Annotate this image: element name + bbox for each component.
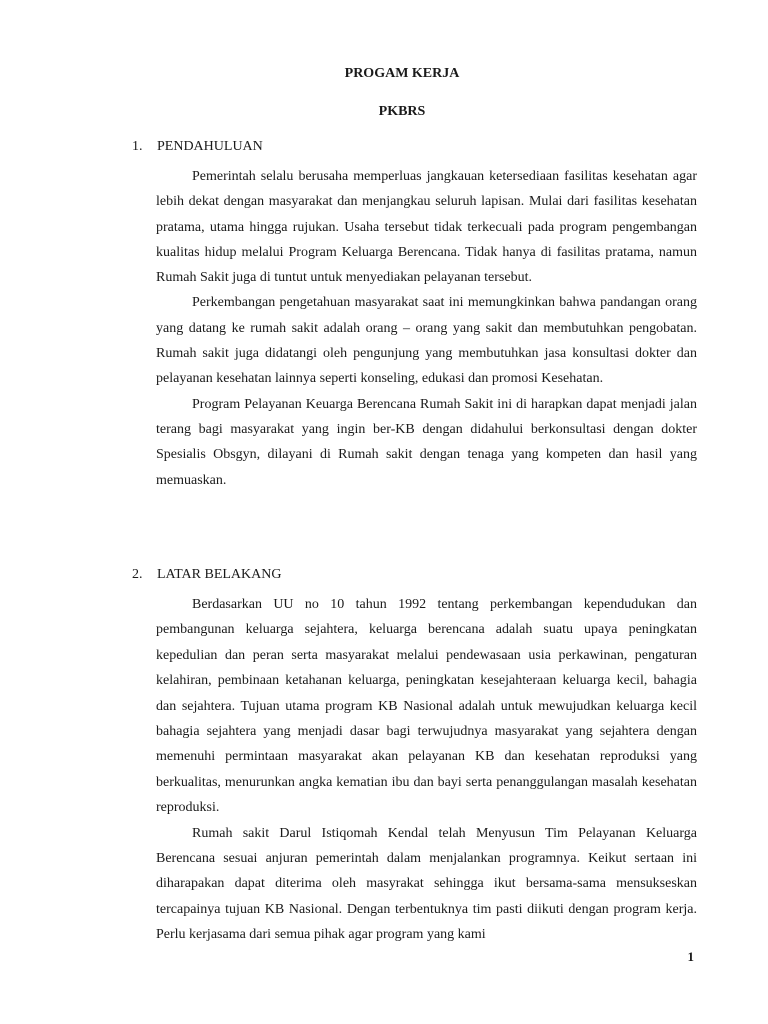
- paragraph: Pemerintah selalu berusaha memperluas jangkauan ketersediaan fasilitas kesehatan agar lebih dekat dengan masyarakat dan menjangkau seluruh lapisan. Mulai dari fasilitas kesehatan pratama, utama hingga rujukan. Usaha tersebut tidak terkecuali pada program pengembangan kualitas hidup melalui Program Keluarga Berencana. Tidak hanya di fasilitas pratama, namun Rumah Sakit juga di tuntut untuk menyediakan pelayanan tersebut.: [156, 169, 697, 286]
- paragraph: Program Pelayanan Keuarga Berencana Rumah Sakit ini di harapkan dapat menjadi jalan terang bagi masyarakat yang ingin ber-KB dengan didahului berkonsultasi dengan dokter Spesialis Obsgyn, dilayani di Rumah sakit dengan tenaga yang kompeten dan hasil yang memuaskan.: [156, 396, 697, 488]
- section-number: 2.: [132, 567, 143, 582]
- page-number: 1: [687, 949, 694, 964]
- section-heading: [132, 139, 698, 155]
- section-body: [156, 164, 697, 493]
- section-body: [156, 592, 697, 948]
- section-title: PENDAHULUAN: [157, 139, 263, 154]
- section-heading: [132, 567, 698, 583]
- paragraph: Perkembangan pengetahuan masyarakat saat ini memungkinkan bahwa pandangan orang yang datang ke rumah sakit adalah orang – orang yang sakit dan membutuhkan pengobatan. Rumah sakit juga didatangi oleh pengunjung yang membutuhkan jasa konsultasi dokter dan pelayanan kesehatan lainnya seperti konseling, edukasi dan promosi Kesehatan.: [156, 295, 697, 387]
- paragraph: Rumah sakit Darul Istiqomah Kendal telah Menyusun Tim Pelayanan Keluarga Berencana sesuai anjuran pemerintah dalam menjalankan programnya. Keikut sertaan ini diharapakan dapat diterima oleh masyrakat sehingga ikut bersama-sama mensukseskan tercapainya tujuan KB Nasional. Dengan terbentuknya tim pasti diikuti dengan program kerja. Perlu kerjasama dari semua pihak agar program yang kami: [156, 825, 697, 943]
- section-number: 1.: [132, 139, 143, 154]
- section-title: LATAR BELAKANG: [157, 567, 282, 582]
- document-title: PROGAM KERJA: [344, 66, 460, 81]
- section-latar-belakang: [132, 567, 698, 948]
- section-pendahuluan: [132, 139, 698, 493]
- document-subtitle: PKBRS: [378, 104, 426, 119]
- paragraph: Berdasarkan UU no 10 tahun 1992 tentang perkembangan kependudukan dan pembangunan keluarga sejahtera, keluarga berencana adalah suatu upaya peningkatan kepedulian dan peran serta masyarakat melalui pendewasaan usia perkawinan, pengaturan kelahiran, pembinaan ketahanan keluarga, peningkatan kesejahteraan keluarga kecil, bahagia dan sejahtera. Tujuan utama program KB Nasional adalah untuk mewujudkan keluarga kecil bahagia sejahtera yang menjadi dasar bagi terwujudnya masyarakat yang sejahtera dengan memenuhi permintaan masyarakat akan pelayanan KB dan kesehatan reproduksi yang berkualitas, menurunkan angka kematian ibu dan bayi serta penanggulangan masalah kesehatan reproduksi.: [156, 597, 697, 816]
